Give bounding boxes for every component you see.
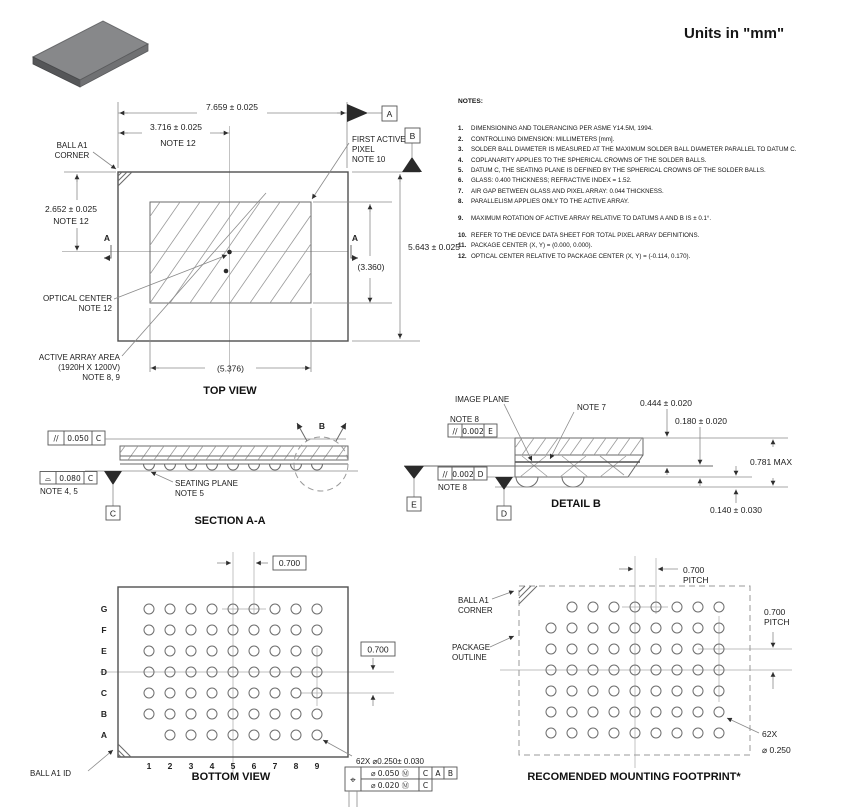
row-label-B: B [100, 709, 108, 719]
col-label-7: 7 [272, 761, 278, 771]
solder-ball [609, 644, 619, 654]
col-label-3: 3 [188, 761, 194, 771]
fcf-d-value: 0.002 [452, 470, 474, 479]
seating-plane-label-1: SEATING PLANE [175, 479, 238, 488]
section-mark-right: A [351, 233, 359, 243]
section-aa-title: SECTION A-A [194, 515, 266, 527]
note-item: 12. OPTICAL CENTER RELATIVE TO PACKAGE CENTER (X, Y) = (-0.114, 0.170). [458, 252, 691, 260]
solder-ball [567, 623, 577, 633]
fp-pitch-x-dim: 0.700 [683, 565, 705, 575]
col-label-6: 6 [251, 761, 257, 771]
solder-ball [186, 604, 196, 614]
col-label-9: 9 [314, 761, 320, 771]
fcf-row1-ref-c: C [422, 769, 429, 778]
solder-ball [546, 644, 556, 654]
fp-ball-a1-label-2: CORNER [458, 606, 493, 615]
ball-a1-corner-label-1: BALL A1 [56, 141, 88, 150]
notes-title: NOTES: [458, 98, 483, 105]
solder-ball [249, 730, 259, 740]
detail-b-mark: B [318, 421, 326, 431]
fcf-row1-ref-a: A [435, 769, 441, 778]
note8-top-label: NOTE 8 [450, 415, 479, 424]
note7-label: NOTE 7 [577, 403, 606, 412]
solder-ball [546, 707, 556, 717]
row-label-F: F [101, 625, 107, 635]
solder-ball [291, 625, 301, 635]
solder-ball [651, 623, 661, 633]
fp-pad-qty: 62X [762, 729, 778, 739]
solder-ball [270, 688, 280, 698]
top-view [39, 102, 460, 397]
detail-b [404, 395, 792, 520]
fcf-row1-value: ⌀ 0.050 Ⓜ [370, 769, 410, 778]
row-label-C: C [100, 688, 108, 698]
dim-max-height: 0.781 MAX [749, 457, 793, 467]
units-label: Units in "mm" [684, 25, 785, 42]
dim-package-width: 7.659 ± 0.025 [206, 102, 258, 112]
solder-ball [249, 646, 259, 656]
solder-ball [714, 728, 724, 738]
solder-ball [144, 688, 154, 698]
solder-ball [207, 709, 217, 719]
solder-ball [588, 623, 598, 633]
note-item: 6. GLASS: 0.400 THICKNESS; REFRACTIVE INDEX = 1.52. [458, 177, 632, 185]
dim-optical-y-note: NOTE 12 [53, 216, 89, 226]
solder-ball [291, 730, 301, 740]
position-symbol-icon: ⌖ [350, 775, 356, 786]
solder-ball [672, 686, 682, 696]
note-item: 4. COPLANARITY APPLIES TO THE SPHERICAL CROWNS OF THE SOLDER BALLS. [458, 156, 707, 164]
footprint-title: RECOMENDED MOUNTING FOOTPRINT* [527, 771, 741, 783]
solder-ball [291, 646, 301, 656]
package-isometric-image [33, 21, 148, 87]
solder-ball [693, 686, 703, 696]
solder-ball [714, 707, 724, 717]
solder-ball [165, 625, 175, 635]
dim-active-width: (5.376) [217, 363, 244, 374]
bottom-view-title: BOTTOM VIEW [191, 771, 271, 783]
solder-ball [144, 604, 154, 614]
solder-ball [291, 709, 301, 719]
fcf-row1-ref-b: B [447, 769, 454, 778]
solder-ball [291, 604, 301, 614]
dim-package-height: 5.643 ± 0.025 [408, 242, 460, 252]
note-item: 9. MAXIMUM ROTATION OF ACTIVE ARRAY RELATIVE TO DATUMS A AND B IS ± 0.1°. [458, 215, 712, 223]
package-outline-label-1: PACKAGE [452, 643, 491, 652]
dim-optical-y: 2.652 ± 0.025 [45, 204, 97, 214]
active-array-label-2: (1920H X 1200V) [58, 363, 120, 372]
parallelism-symbol: // [53, 434, 59, 443]
solder-ball [165, 688, 175, 698]
solder-ball [546, 728, 556, 738]
fp-pitch-x-label: PITCH [683, 575, 709, 585]
ball-a1-id-label: BALL A1 ID [30, 769, 72, 778]
section-mark-left: A [103, 233, 111, 243]
fcf-d-symbol: // [442, 470, 448, 479]
top-view-title: TOP VIEW [203, 385, 257, 397]
fcf-e-value: 0.002 [462, 427, 484, 436]
first-active-pixel-label-2: PIXEL [352, 145, 375, 154]
note-item: 3. SOLDER BALL DIAMETER IS MEASURED AT THE MAXIMUM SOLDER BALL DIAMETER PARALLEL TO DATUM C. [458, 146, 797, 154]
solder-ball [672, 623, 682, 633]
first-active-pixel-label-1: FIRST ACTIVE [352, 135, 406, 144]
row-label-D: D [100, 667, 108, 677]
solder-ball [186, 646, 196, 656]
datum-a-label: A [386, 109, 393, 119]
dim-standoff: 0.140 ± 0.030 [710, 505, 762, 515]
solder-ball [312, 709, 322, 719]
active-array-label-1: ACTIVE ARRAY AREA [38, 353, 120, 362]
fp-pad-diameter: ⌀ 0.250 [762, 745, 791, 755]
solder-ball [651, 707, 661, 717]
solder-ball [567, 644, 577, 654]
solder-ball [270, 646, 280, 656]
solder-ball [588, 644, 598, 654]
bottom-view [30, 552, 457, 807]
row-label-G: G [100, 604, 108, 614]
solder-ball [249, 709, 259, 719]
note-item: 1. DIMENSIONING AND TOLERANCING PER ASME Y14.5M, 1994. [458, 125, 653, 133]
solder-ball [672, 728, 682, 738]
solder-ball [186, 688, 196, 698]
solder-ball [588, 602, 598, 612]
solder-ball [291, 688, 301, 698]
coplanarity-datum-ref: C [87, 474, 94, 483]
parallelism-datum-ref: C [95, 434, 102, 443]
solder-ball [651, 728, 661, 738]
solder-ball [714, 602, 724, 612]
dim-optical-x-note: NOTE 12 [160, 138, 196, 148]
fcf-d-datum-ref: D [477, 470, 484, 479]
solder-ball [588, 686, 598, 696]
dim-active-height: (3.360) [357, 262, 385, 272]
solder-ball [186, 730, 196, 740]
solder-ball [144, 625, 154, 635]
note-item: 7. AIR GAP BETWEEN GLASS AND PIXEL ARRAY: 0.044 THICKNESS. [458, 187, 664, 195]
solder-ball [609, 623, 619, 633]
coplanarity-value: 0.080 [59, 474, 81, 483]
solder-ball [270, 709, 280, 719]
solder-ball [207, 688, 217, 698]
optical-center-label-2: NOTE 12 [78, 304, 112, 313]
solder-ball [249, 625, 259, 635]
column-labels [147, 761, 320, 771]
solder-ball [651, 686, 661, 696]
fcf-e-symbol: // [452, 427, 458, 436]
dim-image-to-bottom: 0.180 ± 0.020 [675, 416, 727, 426]
col-label-2: 2 [167, 761, 173, 771]
row-label-E: E [101, 646, 107, 656]
solder-ball [165, 709, 175, 719]
solder-ball [312, 730, 322, 740]
seating-plane-label-2: NOTE 5 [175, 489, 204, 498]
datum-d-label: D [500, 508, 508, 519]
solder-ball [144, 709, 154, 719]
ball-a1-corner-label-2: CORNER [54, 151, 90, 160]
solder-ball [609, 602, 619, 612]
fcf-row2-ref-c: C [422, 781, 429, 790]
active-array-label-3: NOTE 8, 9 [82, 373, 120, 382]
solder-ball [207, 604, 217, 614]
solder-ball [651, 644, 661, 654]
coplanarity-symbol: ⌓ [45, 474, 51, 483]
solder-ball [609, 686, 619, 696]
solder-ball [270, 604, 280, 614]
parallelism-value: 0.050 [67, 434, 89, 443]
note8-bottom-label: NOTE 8 [438, 483, 467, 492]
solder-ball [270, 730, 280, 740]
col-label-5: 5 [230, 761, 236, 771]
datum-c-label: C [109, 508, 117, 519]
solder-ball [588, 707, 598, 717]
solder-ball [588, 728, 598, 738]
datum-e-label: E [411, 499, 417, 510]
datum-b-label: B [409, 131, 416, 141]
section-aa [40, 421, 358, 527]
solder-ball [546, 623, 556, 633]
note-item: 5. DATUM C, THE SEATING PLANE IS DEFINED BY THE SPHERICAL CROWNS OF THE SOLDER BALLS. [458, 167, 766, 175]
solder-ball [672, 602, 682, 612]
notes-block [458, 97, 848, 262]
detail-b-title: DETAIL B [551, 498, 601, 510]
solder-ball [207, 625, 217, 635]
solder-ball [312, 604, 322, 614]
dim-glass-to-image: 0.444 ± 0.020 [640, 398, 692, 408]
solder-ball [672, 644, 682, 654]
solder-ball [165, 604, 175, 614]
col-label-1: 1 [146, 761, 152, 771]
solder-ball [312, 625, 322, 635]
fcf-row2-value: ⌀ 0.020 Ⓜ [370, 781, 410, 790]
footprint-linework [490, 556, 792, 768]
note-item: 2. CONTROLLING DIMENSION: MILLIMETERS [mm]. [458, 135, 615, 143]
solder-ball [693, 707, 703, 717]
solder-ball [693, 728, 703, 738]
solder-ball [693, 602, 703, 612]
col-label-8: 8 [293, 761, 299, 771]
solder-ball [165, 730, 175, 740]
solder-ball [207, 646, 217, 656]
solder-ball [567, 707, 577, 717]
row-label-A: A [100, 730, 108, 740]
fcf-e-datum-ref: E [488, 427, 493, 436]
solder-ball [609, 728, 619, 738]
solder-ball [144, 646, 154, 656]
pitch-x-dim: 0.700 [278, 558, 301, 568]
ball-qty-callout: 62X ⌀0.250± 0.030 [356, 757, 424, 766]
row-labels [101, 604, 108, 740]
solder-ball [186, 709, 196, 719]
first-active-pixel-label-3: NOTE 10 [352, 155, 386, 164]
solder-ball [186, 625, 196, 635]
solder-ball [207, 730, 217, 740]
solder-ball [270, 625, 280, 635]
solder-ball [567, 602, 577, 612]
solder-ball [567, 728, 577, 738]
fp-ball-a1-label-1: BALL A1 [458, 596, 489, 605]
image-plane-label: IMAGE PLANE [455, 395, 510, 404]
solder-ball [249, 688, 259, 698]
optical-center-label-1: OPTICAL CENTER [42, 294, 112, 303]
note-item: 8. PARALLELISM APPLIES ONLY TO THE ACTIVE ARRAY. [458, 198, 629, 206]
solder-ball [609, 707, 619, 717]
note-item: 10. REFER TO THE DEVICE DATA SHEET FOR TOTAL PIXEL ARRAY DEFINITIONS. [458, 232, 700, 240]
mounting-footprint [452, 556, 792, 783]
solder-ball [567, 686, 577, 696]
coplanarity-note: NOTE 4, 5 [40, 487, 78, 496]
note-item: 11. PACKAGE CENTER (X, Y) = (0.000, 0.000). [458, 242, 593, 250]
solder-ball [693, 623, 703, 633]
dim-optical-x: 3.716 ± 0.025 [150, 122, 202, 132]
solder-ball [546, 686, 556, 696]
package-outline-label-2: OUTLINE [452, 653, 487, 662]
pitch-y-dim: 0.700 [367, 644, 389, 655]
fp-pitch-y-dim: 0.700 [764, 607, 786, 617]
solder-ball [165, 646, 175, 656]
solder-ball [672, 707, 682, 717]
fp-pitch-y-label: PITCH [764, 617, 790, 627]
col-label-4: 4 [209, 761, 215, 771]
